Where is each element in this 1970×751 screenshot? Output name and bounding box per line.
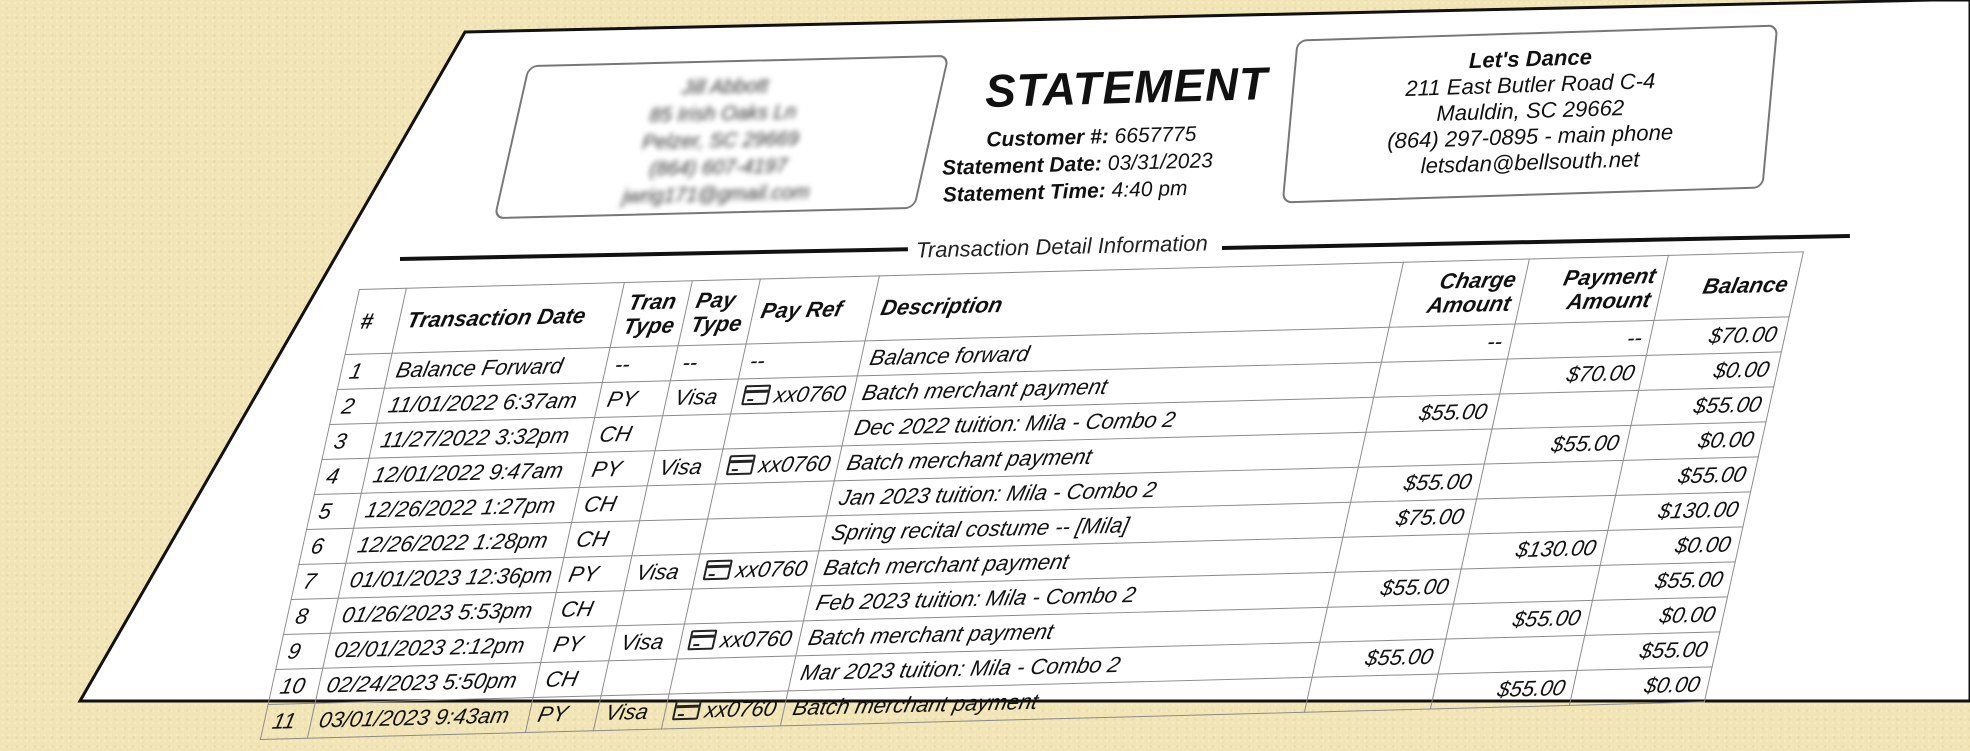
cell-tran-type: CH (572, 486, 647, 523)
cell-pay-ref (723, 411, 851, 449)
cell-pay-type (655, 414, 730, 451)
cell-num: 11 (260, 703, 314, 739)
credit-card-icon (671, 700, 701, 721)
section-title: Transaction Detail Information (915, 230, 1209, 263)
cell-tran-type: -- (603, 346, 678, 383)
cell-pay-ref (692, 551, 820, 589)
cell-description: Feb 2023 tuition: Mila - Combo 2 (804, 572, 1336, 621)
company-phone: (864) 297-0895 - main phone (1387, 119, 1674, 154)
pay-ref-text: xx0760 (771, 380, 849, 408)
cell-pay-ref (661, 691, 789, 729)
cell-pay-ref (730, 376, 858, 414)
col-header-payment: Payment Amount (1515, 255, 1669, 324)
customer-number-value: 6657775 (1114, 122, 1197, 148)
cell-pay-type (616, 589, 691, 626)
cell-date: 03/01/2023 9:43am (307, 698, 534, 739)
credit-card-icon (687, 630, 717, 651)
cell-balance: $55.00 (1593, 562, 1735, 601)
pay-ref-text: xx0760 (733, 555, 810, 583)
cell-num: 9 (276, 633, 330, 669)
cell-payment: -- (1507, 320, 1654, 359)
cell-date: 01/26/2023 5:53pm (330, 593, 557, 634)
cell-pay-type: Visa (647, 449, 722, 486)
cell-balance: $0.00 (1624, 422, 1766, 461)
cell-payment (1476, 460, 1623, 499)
cell-charge (1305, 674, 1438, 712)
cell-description: Spring recital costume -- [Mila] (819, 502, 1351, 551)
cell-payment: $70.00 (1499, 355, 1646, 394)
cell-num: 10 (268, 668, 322, 704)
cell-payment: $55.00 (1445, 600, 1592, 639)
credit-card-icon (702, 560, 732, 581)
credit-card-icon (741, 385, 771, 406)
cell-balance: $130.00 (1608, 492, 1750, 531)
cell-num: 2 (330, 388, 384, 424)
statement-meta (941, 120, 1214, 209)
cell-description: Batch merchant payment (835, 432, 1367, 481)
cell-tran-type: PY (580, 451, 655, 488)
cell-date: 11/27/2022 3:32pm (369, 418, 596, 459)
transaction-table (260, 251, 1804, 740)
cell-date: 02/01/2023 2:12pm (322, 628, 549, 669)
cell-pay-ref (715, 446, 843, 484)
cell-charge: $55.00 (1328, 569, 1461, 607)
cell-date: 12/26/2022 1:27pm (353, 488, 580, 529)
col-header-description: Description (866, 262, 1404, 341)
cell-pay-type: Visa (593, 694, 668, 731)
cell-tran-type: CH (564, 521, 639, 558)
cell-tran-type: PY (595, 381, 670, 418)
cell-date: 11/01/2022 6:37am (376, 383, 603, 424)
company-address-line2: Mauldin, SC 29662 (1436, 95, 1625, 126)
cell-tran-type: CH (549, 591, 624, 628)
cell-charge (1335, 534, 1468, 572)
company-name: Let's Dance (1468, 44, 1593, 74)
cell-description: Jan 2023 tuition: Mila - Combo 2 (827, 467, 1359, 516)
cell-description: Dec 2022 tuition: Mila - Combo 2 (842, 397, 1374, 446)
cell-num: 1 (337, 353, 391, 389)
transaction-rows (260, 317, 1789, 740)
col-header-balance: Balance (1654, 252, 1803, 321)
cell-charge (1320, 604, 1453, 642)
cell-pay-ref (676, 621, 804, 659)
customer-address-box (493, 55, 949, 219)
statement-date-value: 03/31/2023 (1107, 149, 1214, 176)
col-header-charge: Charge Amount (1389, 259, 1529, 327)
section-divider-left (400, 247, 908, 261)
cell-balance: $0.00 (1601, 527, 1743, 566)
section-divider-right (1222, 234, 1850, 250)
cell-description: Balance forward (858, 327, 1390, 376)
cell-payment (1438, 635, 1585, 674)
cell-date: 01/01/2023 12:36pm (338, 558, 565, 599)
cell-charge: -- (1382, 324, 1515, 362)
cell-payment (1492, 390, 1639, 429)
cell-num: 8 (283, 598, 337, 634)
cell-pay-type: Visa (609, 624, 684, 661)
cell-pay-ref (684, 586, 812, 624)
pay-ref-text: xx0760 (718, 625, 795, 653)
cell-description: Batch merchant payment (781, 677, 1313, 726)
company-address-line1: 211 East Butler Road C-4 (1405, 68, 1656, 101)
cell-payment: $55.00 (1430, 670, 1577, 709)
customer-phone: (864) 607-4197 (648, 155, 788, 181)
cell-date: 12/26/2022 1:28pm (346, 523, 573, 564)
cell-pay-type (640, 484, 715, 521)
cell-num: 4 (314, 458, 368, 494)
cell-pay-type: -- (670, 344, 745, 381)
cell-tran-type: PY (526, 696, 601, 733)
cell-balance: $70.00 (1647, 317, 1789, 356)
cell-balance: $0.00 (1585, 597, 1727, 636)
col-header-date: Transaction Date (392, 283, 625, 354)
cell-payment (1453, 565, 1600, 604)
cell-balance: $55.00 (1577, 632, 1719, 671)
customer-number-label: Customer #: (985, 125, 1110, 152)
cell-description: Batch merchant payment (812, 537, 1344, 586)
col-header-tran-type: Tran Type (611, 281, 693, 348)
statement-time-value: 4:40 pm (1111, 176, 1188, 203)
company-email: letsdan@bellsouth.net (1420, 146, 1640, 179)
customer-street: 85 Irish Oaks Ln (648, 101, 797, 127)
customer-city: Pelzer, SC 29669 (641, 128, 800, 154)
cell-balance: $55.00 (1631, 387, 1773, 426)
pay-ref-text: -- (747, 347, 768, 374)
cell-date: 12/01/2022 9:47am (361, 453, 588, 494)
cell-pay-type (632, 519, 707, 556)
credit-card-icon (725, 455, 755, 476)
cell-description: Batch merchant payment (796, 607, 1328, 656)
statement-date-label: Statement Date: (941, 152, 1103, 180)
cell-balance: $55.00 (1616, 457, 1758, 496)
pay-ref-text: xx0760 (756, 450, 833, 478)
col-header-num: # (345, 288, 406, 354)
col-header-pay-type: Pay Type (678, 279, 760, 346)
cell-payment (1468, 495, 1615, 534)
cell-date: Balance Forward (384, 348, 611, 389)
cell-payment: $130.00 (1461, 530, 1608, 569)
company-info (1291, 39, 1769, 184)
cell-charge (1374, 359, 1507, 397)
col-header-pay-ref: Pay Ref (746, 276, 880, 344)
pay-ref-text: xx0760 (702, 695, 780, 723)
cell-description: Mar 2023 tuition: Mila - Combo 2 (789, 642, 1321, 691)
cell-pay-type (601, 659, 676, 696)
cell-tran-type: CH (587, 416, 662, 453)
statement-time-label: Statement Time: (942, 179, 1107, 207)
cell-balance: $0.00 (1639, 352, 1781, 391)
cell-charge: $55.00 (1351, 464, 1484, 502)
cell-tran-type: CH (534, 661, 609, 698)
cell-num: 5 (307, 493, 361, 529)
cell-tran-type: PY (557, 556, 632, 593)
cell-num: 3 (322, 423, 376, 459)
cell-tran-type: PY (541, 626, 616, 663)
cell-pay-type: Visa (663, 379, 738, 416)
cell-pay-type: Visa (624, 554, 699, 591)
cell-charge: $55.00 (1366, 394, 1499, 432)
cell-pay-ref (707, 481, 835, 519)
cell-num: 7 (291, 563, 345, 599)
customer-address (506, 69, 935, 214)
cell-pay-ref (699, 516, 827, 554)
cell-balance: $0.00 (1570, 667, 1712, 706)
cell-date: 02/24/2023 5:50pm (315, 663, 542, 704)
customer-name: Jill Abbott (680, 75, 770, 100)
statement-title: STATEMENT (984, 57, 1269, 117)
company-address-box (1282, 25, 1779, 204)
cell-charge: $55.00 (1312, 639, 1445, 677)
cell-payment: $55.00 (1484, 425, 1631, 464)
cell-charge: $75.00 (1343, 499, 1476, 537)
cell-pay-ref (669, 656, 797, 694)
cell-pay-ref (738, 341, 866, 379)
cell-description: Batch merchant payment (850, 362, 1382, 411)
cell-charge (1359, 429, 1492, 467)
cell-num: 6 (299, 528, 353, 564)
customer-email: jwrig171@gmail.com (621, 181, 811, 209)
